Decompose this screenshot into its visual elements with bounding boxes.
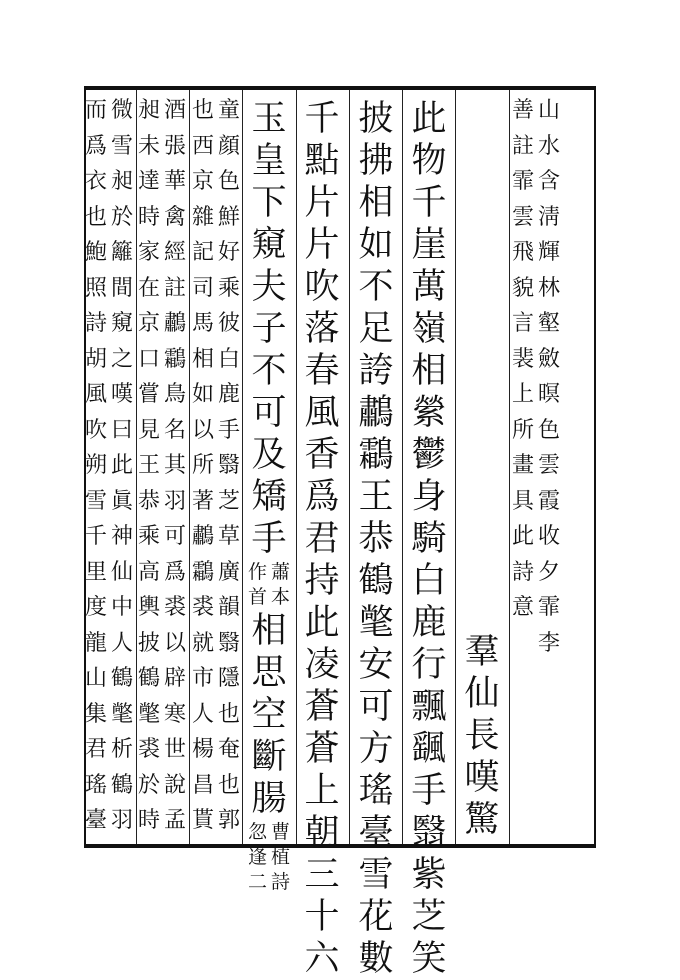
commentary-char: 雲 (512, 204, 535, 230)
main-text-column-2 (409, 98, 449, 980)
commentary-char: 朔 (85, 453, 108, 478)
commentary-char: 雜 (192, 204, 215, 230)
commentary-char: 廣 (218, 559, 241, 585)
commentary-char: 氅 (138, 701, 161, 727)
commentary-char: 好 (218, 240, 241, 265)
commentary-char: 於 (111, 204, 134, 230)
commentary-char: 時 (138, 204, 161, 230)
column-divider-line (455, 90, 456, 844)
main-text-char: 方 (358, 729, 394, 769)
commentary-char: 口 (138, 346, 161, 372)
commentary-char: 人 (192, 701, 215, 727)
double-line-commentary (138, 93, 187, 839)
commentary-char: 鷫 (192, 524, 215, 549)
commentary-char: 所 (192, 453, 215, 478)
commentary-char: 以 (192, 417, 215, 443)
main-text-char: 拂 (358, 141, 394, 181)
note-char: 作 (248, 561, 268, 583)
main-text-char: 身 (411, 477, 447, 517)
commentary-char: 度 (85, 595, 108, 620)
note-char: 忽 (248, 821, 268, 843)
main-text-char: 恭 (358, 519, 394, 559)
commentary-char: 照 (85, 275, 108, 301)
main-text-char: 如 (358, 225, 394, 265)
note-left-line (248, 560, 267, 610)
main-text-char: 吹 (304, 267, 340, 307)
main-text-char: 相 (411, 351, 447, 391)
note-char: 植 (271, 846, 291, 868)
main-text-char: 足 (358, 309, 394, 349)
note-right-line (271, 560, 290, 610)
commentary-char: 鳥 (164, 382, 187, 407)
main-text-column-3 (356, 98, 396, 980)
column-divider-line (296, 90, 297, 844)
main-text-char: 不 (251, 351, 287, 391)
main-text-char: 手 (251, 519, 287, 559)
note-char: 本 (271, 586, 291, 608)
commentary-char: 鶴 (138, 666, 161, 691)
commentary-char: 氅 (111, 701, 134, 727)
main-text-column-1 (462, 631, 502, 841)
commentary-char: 註 (512, 133, 535, 159)
commentary-char: 微 (111, 98, 134, 123)
commentary-char: 裘 (164, 595, 187, 620)
main-text-char: 君 (304, 519, 340, 559)
commentary-char: 詩 (512, 559, 535, 585)
main-text-char: 物 (411, 141, 447, 181)
commentary-char: 家 (138, 240, 161, 265)
commentary-char: 山 (538, 98, 561, 123)
main-text-char: 矯 (251, 477, 287, 517)
commentary-char: 著 (192, 488, 215, 514)
main-text-char: 此 (304, 603, 340, 643)
commentary-char: 顔 (218, 133, 241, 159)
commentary-char: 市 (192, 666, 215, 691)
main-text-char: 下 (251, 183, 287, 223)
commentary-char: 里 (85, 559, 108, 585)
main-text-char: 萬 (411, 267, 447, 307)
commentary-char: 之 (111, 346, 134, 372)
main-text-char: 腸 (251, 779, 287, 819)
commentary-char: 見 (138, 417, 161, 443)
commentary-char: 楊 (192, 737, 215, 762)
main-text-char: 氅 (358, 603, 394, 643)
commentary-char: 西 (192, 133, 215, 159)
commentary-char: 仙 (111, 559, 134, 585)
commentary-char: 王 (138, 453, 161, 478)
commentary-char: 集 (85, 701, 108, 727)
main-text-char: 手 (411, 771, 447, 811)
commentary-char: 霏 (512, 169, 535, 194)
commentary-char: 臺 (85, 808, 108, 833)
main-text-char: 落 (304, 309, 340, 349)
main-text-char: 風 (304, 393, 340, 433)
main-text-char: 點 (304, 141, 340, 181)
main-text-char: 花 (358, 897, 394, 937)
main-text-char: 可 (358, 687, 394, 727)
commentary-char: 禽 (164, 204, 187, 230)
note-left-line (248, 820, 267, 895)
main-text-char: 鷫 (358, 393, 394, 433)
main-text-char: 驚 (464, 800, 500, 840)
main-text-char: 鬱 (411, 435, 447, 475)
commentary-char: 此 (111, 453, 134, 478)
main-text-char: 相 (358, 183, 394, 223)
commentary-char: 馬 (192, 311, 215, 336)
main-text-char: 鹿 (411, 603, 447, 643)
main-text-char: 崖 (411, 225, 447, 265)
commentary-char: 說 (164, 772, 187, 798)
commentary-left-line (85, 93, 107, 839)
commentary-char: 其 (164, 453, 187, 478)
commentary-char: 具 (512, 488, 535, 514)
main-text-char: 空 (251, 695, 287, 735)
commentary-char: 千 (85, 524, 108, 549)
commentary-char: 也 (85, 204, 108, 230)
commentary-char: 達 (138, 169, 161, 194)
commentary-char: 寒 (164, 701, 187, 727)
commentary-char: 手 (218, 417, 241, 443)
commentary-char: 畫 (512, 453, 535, 478)
column-divider-line (509, 90, 510, 844)
main-text-char: 三 (304, 855, 340, 895)
commentary-left-line (512, 93, 534, 661)
commentary-char: 就 (192, 630, 215, 656)
commentary-char: 昌 (192, 772, 215, 798)
main-text-char: 颻 (411, 729, 447, 769)
main-text-char: 片 (304, 225, 340, 265)
main-text-char: 翳 (411, 813, 447, 853)
main-text-char: 千 (411, 183, 447, 223)
commentary-char: 鶴 (111, 666, 134, 691)
commentary-char: 京 (192, 169, 215, 194)
commentary-char: 雪 (111, 133, 134, 159)
commentary-char: 以 (164, 630, 187, 656)
commentary-right-line (218, 93, 240, 839)
commentary-char: 嘆 (111, 382, 134, 407)
main-text-char: 可 (251, 393, 287, 433)
note-right-line (271, 820, 290, 895)
main-text-char: 長 (464, 716, 500, 756)
commentary-char: 霏 (538, 595, 561, 620)
commentary-char: 昶 (138, 98, 161, 123)
double-line-commentary (85, 93, 134, 839)
main-text-char: 嶺 (411, 309, 447, 349)
commentary-char: 窺 (111, 311, 134, 336)
commentary-char: 上 (512, 382, 535, 407)
commentary-char: 經 (164, 240, 187, 265)
main-text-char: 夫 (251, 267, 287, 307)
main-text-char: 朝 (304, 813, 340, 853)
commentary-char: 翳 (218, 453, 241, 478)
inline-note (247, 560, 291, 610)
commentary-char: 中 (111, 595, 134, 620)
main-text-char: 斷 (251, 737, 287, 777)
commentary-char: 乘 (218, 275, 241, 301)
main-text-char: 雪 (358, 855, 394, 895)
commentary-char: 神 (111, 524, 134, 549)
double-line-commentary (192, 93, 241, 839)
commentary-char: 風 (85, 382, 108, 407)
main-text-char: 仙 (464, 674, 500, 714)
main-text-char: 芝 (411, 897, 447, 937)
commentary-char: 霞 (538, 488, 561, 514)
commentary-char: 色 (538, 417, 561, 443)
commentary-char: 鮑 (85, 240, 108, 265)
column-divider-line (242, 90, 243, 844)
main-text-char: 王 (358, 477, 394, 517)
commentary-char: 司 (192, 275, 215, 301)
commentary-char: 李 (538, 630, 561, 656)
commentary-char: 華 (164, 169, 187, 194)
column-divider-line (189, 90, 190, 844)
commentary-char: 收 (538, 524, 561, 549)
commentary-char: 恭 (138, 488, 161, 514)
commentary-char: 裘 (138, 737, 161, 762)
commentary-char: 也 (192, 98, 215, 123)
main-text-char: 披 (358, 99, 394, 139)
commentary-char: 君 (85, 737, 108, 762)
commentary-char: 彼 (218, 311, 241, 336)
note-char: 蕭 (271, 561, 291, 583)
main-text-char: 片 (304, 183, 340, 223)
commentary-char: 也 (218, 701, 241, 727)
commentary-char: 瑤 (85, 772, 108, 798)
commentary-char: 乘 (138, 524, 161, 549)
column-divider-line (136, 90, 137, 844)
commentary-char: 衣 (85, 169, 108, 194)
note-char: 二 (248, 871, 268, 893)
commentary-char: 輿 (138, 595, 161, 620)
commentary-char: 奄 (218, 737, 241, 762)
commentary-char: 龍 (85, 630, 108, 656)
commentary-char: 夕 (538, 559, 561, 585)
commentary-left-line (138, 93, 160, 839)
commentary-char: 曰 (111, 417, 134, 443)
commentary-char: 而 (85, 98, 108, 123)
note-char: 首 (248, 586, 268, 608)
main-text-char: 窺 (251, 225, 287, 265)
main-text-char: 玉 (251, 99, 287, 139)
note-char: 詩 (271, 871, 291, 893)
main-text-column-5 (247, 98, 291, 895)
commentary-char: 鸘 (192, 559, 215, 585)
commentary-char: 京 (138, 311, 161, 336)
main-text-char: 羣 (464, 632, 500, 672)
commentary-char: 吹 (85, 417, 108, 443)
commentary-char: 爲 (85, 133, 108, 159)
commentary-char: 貰 (192, 808, 215, 833)
commentary-char: 鮮 (218, 204, 241, 230)
inline-note (247, 820, 291, 895)
commentary-char: 輝 (538, 240, 561, 265)
column-divider-line (402, 90, 403, 844)
commentary-char: 貌 (512, 275, 535, 301)
main-text-char: 及 (251, 435, 287, 475)
commentary-char: 析 (111, 737, 134, 762)
main-text-char: 蒼 (304, 687, 340, 727)
main-text-char: 紫 (411, 855, 447, 895)
commentary-char: 可 (164, 524, 187, 549)
commentary-char: 鹿 (218, 382, 241, 407)
commentary-char: 嘗 (138, 382, 161, 407)
commentary-char: 於 (138, 772, 161, 798)
commentary-char: 註 (164, 275, 187, 301)
commentary-char: 隱 (218, 666, 241, 691)
commentary-char: 雪 (85, 488, 108, 514)
commentary-char: 白 (218, 346, 241, 372)
commentary-char: 高 (138, 559, 161, 585)
commentary-char: 詩 (85, 311, 108, 336)
commentary-char: 翳 (218, 630, 241, 656)
main-text-char: 蒼 (304, 729, 340, 769)
commentary-char: 裘 (192, 595, 215, 620)
main-text-char: 不 (358, 267, 394, 307)
commentary-char: 昶 (111, 169, 134, 194)
commentary-char: 記 (192, 240, 215, 265)
commentary-char: 羽 (164, 488, 187, 514)
commentary-char: 色 (218, 169, 241, 194)
commentary-char: 人 (111, 630, 134, 656)
main-text-char: 上 (304, 771, 340, 811)
commentary-char: 鷫 (164, 311, 187, 336)
commentary-char: 在 (138, 275, 161, 301)
commentary-char: 壑 (538, 311, 561, 336)
commentary-char: 水 (538, 133, 561, 159)
commentary-char: 林 (538, 275, 561, 301)
main-text-char: 凌 (304, 645, 340, 685)
main-text-char: 思 (251, 653, 287, 693)
main-text-char: 騎 (411, 519, 447, 559)
main-text-char: 笑 (411, 939, 447, 979)
main-text-char: 皇 (251, 141, 287, 181)
commentary-char: 披 (138, 630, 161, 656)
commentary-char: 此 (512, 524, 535, 549)
commentary-char: 羽 (111, 808, 134, 833)
commentary-char: 山 (85, 666, 108, 691)
commentary-char: 裴 (512, 346, 535, 372)
main-text-char: 十 (304, 897, 340, 937)
commentary-char: 含 (538, 169, 561, 194)
commentary-column-4 (85, 93, 134, 839)
commentary-char: 善 (512, 98, 535, 123)
commentary-char: 意 (512, 595, 535, 620)
commentary-char: 韻 (218, 595, 241, 620)
main-text-char: 千 (304, 99, 340, 139)
commentary-char: 間 (111, 275, 134, 301)
main-text-char: 春 (304, 351, 340, 391)
commentary-char: 胡 (85, 346, 108, 372)
main-text-char: 縈 (411, 393, 447, 433)
main-text-char: 子 (251, 309, 287, 349)
main-text-char: 相 (251, 611, 287, 651)
main-text-char: 瑤 (358, 771, 394, 811)
commentary-right-line (538, 93, 560, 661)
commentary-char: 辟 (164, 666, 187, 691)
commentary-left-line (192, 93, 214, 839)
commentary-right-line (164, 93, 186, 839)
commentary-char: 張 (164, 133, 187, 159)
commentary-char: 未 (138, 133, 161, 159)
commentary-char: 所 (512, 417, 535, 443)
note-char: 曹 (271, 821, 291, 843)
main-text-char: 嘆 (464, 758, 500, 798)
main-text-char: 持 (304, 561, 340, 601)
main-text-char: 此 (411, 99, 447, 139)
commentary-column-1 (512, 93, 561, 661)
commentary-char: 鸘 (164, 346, 187, 372)
main-text-char: 白 (411, 561, 447, 601)
commentary-char: 名 (164, 417, 187, 443)
commentary-char: 斂 (538, 346, 561, 372)
column-divider-line (349, 90, 350, 844)
commentary-char: 鶴 (111, 772, 134, 798)
commentary-char: 童 (218, 98, 241, 123)
main-text-char: 飄 (411, 687, 447, 727)
commentary-char: 也 (218, 772, 241, 798)
commentary-char: 芝 (218, 488, 241, 514)
commentary-char: 暝 (538, 382, 561, 407)
main-text-char: 行 (411, 645, 447, 685)
commentary-char: 孟 (164, 808, 187, 833)
commentary-char: 如 (192, 382, 215, 407)
main-text-char: 數 (358, 939, 394, 979)
commentary-char: 飛 (512, 240, 535, 265)
commentary-char: 爲 (164, 559, 187, 585)
commentary-char: 言 (512, 311, 535, 336)
commentary-char: 相 (192, 346, 215, 372)
commentary-char: 雲 (538, 453, 561, 478)
main-text-char: 鶴 (358, 561, 394, 601)
main-text-char: 臺 (358, 813, 394, 853)
main-text-char: 鸘 (358, 435, 394, 475)
commentary-column-3 (138, 93, 187, 839)
main-text-char: 香 (304, 435, 340, 475)
commentary-right-line (111, 93, 133, 839)
main-text-char: 誇 (358, 351, 394, 391)
commentary-char: 郭 (218, 808, 241, 833)
double-line-commentary (512, 93, 561, 661)
commentary-char: 籬 (111, 240, 134, 265)
main-text-char: 六 (304, 939, 340, 979)
note-char: 逢 (248, 846, 268, 868)
main-text-char: 爲 (304, 477, 340, 517)
commentary-char: 酒 (164, 98, 187, 123)
main-text-column-4 (302, 98, 342, 980)
commentary-char: 時 (138, 808, 161, 833)
commentary-char: 世 (164, 737, 187, 762)
commentary-char: 草 (218, 524, 241, 549)
commentary-char: 眞 (111, 488, 134, 514)
commentary-column-2 (192, 93, 241, 839)
main-text-char: 安 (358, 645, 394, 685)
commentary-char: 淸 (538, 204, 561, 230)
